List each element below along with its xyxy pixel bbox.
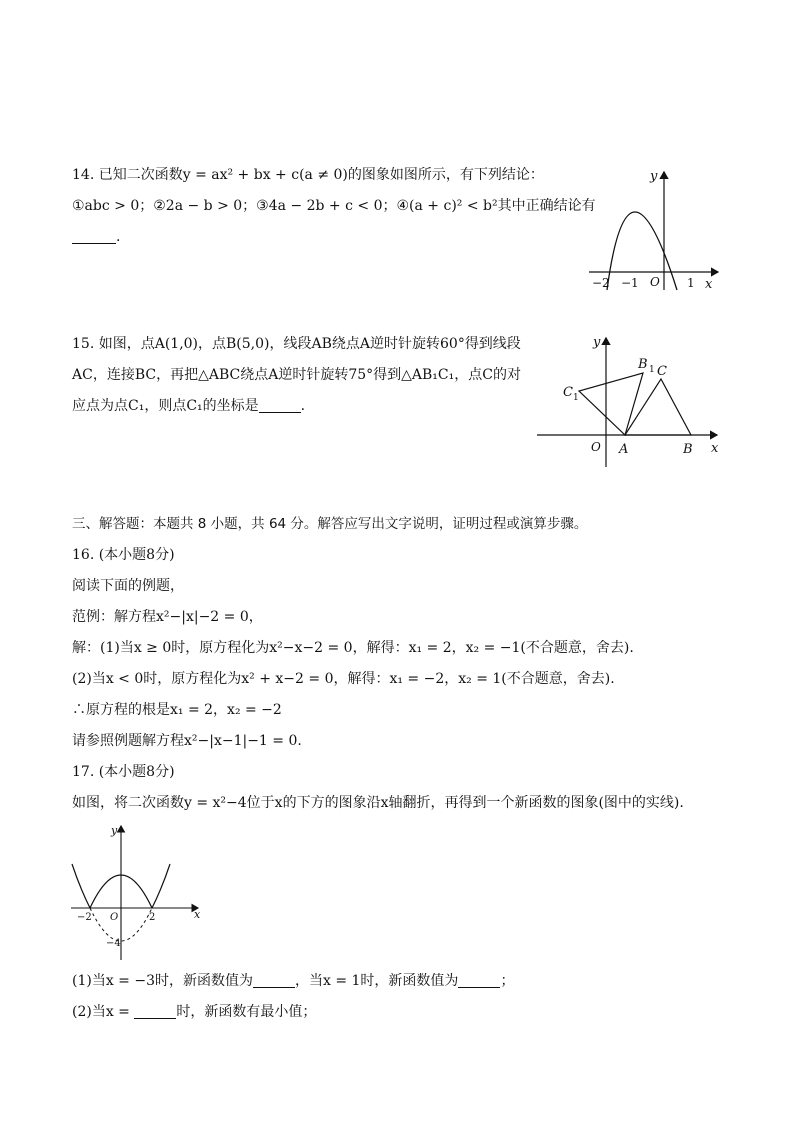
right-branch bbox=[152, 864, 170, 908]
q15-line3-end: . bbox=[300, 398, 306, 414]
origin-label: O bbox=[650, 275, 660, 289]
q16-line6: 请参照例题解方程x²−|x−1|−1 = 0. bbox=[72, 733, 302, 749]
q17-line1: 如图，将二次函数y = x²−4位于x的下方的图象沿x轴翻折，再得到一个新函数的图象(图中的实线). bbox=[72, 795, 684, 811]
q17-part2-a: (2)当x = bbox=[72, 1004, 135, 1020]
q16-title: 16. (本小题8分) bbox=[72, 547, 175, 563]
tick-neg2: −2 bbox=[77, 912, 92, 923]
point-B-label: B bbox=[683, 442, 693, 457]
q14-line3 bbox=[72, 228, 120, 246]
point-A-label: A bbox=[619, 442, 629, 457]
q17-part2 bbox=[72, 1003, 316, 1021]
q17-part1-a: (1)当x = −3时，新函数值为 bbox=[72, 973, 253, 989]
q15-line3 bbox=[72, 397, 305, 415]
q15-line2: AC，连接BC，再把△ABC绕点A逆时针旋转75°得到△AB₁C₁，点C的对 bbox=[72, 367, 521, 383]
q17-part1-end: ； bbox=[500, 973, 515, 989]
point-C1-label: C bbox=[563, 385, 573, 400]
origin-label: O bbox=[110, 912, 119, 923]
q14-line1: 14. 已知二次函数y = ax² + bx + c(a ≠ 0)的图象如图所示，有下列结论： bbox=[72, 167, 544, 183]
q16-line1: 阅读下面的例题， bbox=[72, 578, 184, 594]
q15-line1: 15. 如图，点A(1,0)，点B(5,0)，线段AB绕点A逆时针旋转60°得到线段 bbox=[72, 336, 521, 352]
answer-blank[interactable] bbox=[458, 973, 500, 988]
parabola-curve bbox=[607, 212, 677, 290]
answer-blank[interactable] bbox=[259, 398, 301, 413]
q15-rotation-figure bbox=[535, 332, 725, 467]
q14-line2: ①abc > 0；②2a − b > 0；③4a − 2b + c < 0；④(a + c)² < b²其中正确结论有 bbox=[72, 198, 596, 214]
q16-line3: 解：(1)当x ≥ 0时，原方程化为x²−x−2 = 0，解得：x₁ = 2，x₂ = −1(不合题意，舍去). bbox=[72, 640, 634, 656]
point-C-label: C bbox=[657, 364, 667, 379]
left-branch bbox=[72, 864, 90, 908]
q17-part1-b: ，当x = 1时，新函数值为 bbox=[295, 973, 459, 989]
q14-parabola-figure bbox=[584, 160, 734, 295]
q16-line4: (2)当x < 0时，原方程化为x² + x−2 = 0，解得：x₁ = −2，x₂ = 1(不合题意，舍去). bbox=[72, 671, 615, 687]
tick-2: 2 bbox=[149, 912, 156, 923]
tick-1: 1 bbox=[687, 276, 695, 290]
q16-line2: 范例：解方程x²−|x|−2 = 0， bbox=[72, 609, 263, 625]
q16-line5: ∴原方程的根是x₁ = 2，x₂ = −2 bbox=[72, 702, 282, 718]
x-axis-label: x bbox=[705, 277, 713, 292]
origin-label: O bbox=[591, 440, 601, 454]
y-axis-label: y bbox=[650, 169, 658, 184]
triangle-ABC bbox=[625, 379, 691, 435]
triangle-AB1C1 bbox=[579, 373, 643, 435]
answer-blank[interactable] bbox=[134, 1004, 176, 1019]
x-axis-label: x bbox=[194, 908, 201, 921]
q17-folded-parabola-figure bbox=[66, 822, 211, 962]
q15-line3-text: 应点为点C₁，则点C₁的坐标是 bbox=[72, 398, 259, 414]
point-B1-label: B bbox=[638, 357, 648, 372]
tick-neg4: −4 bbox=[106, 938, 121, 949]
tick-neg2: −2 bbox=[592, 276, 610, 290]
point-C1-subscript: 1 bbox=[573, 393, 579, 403]
answer-blank[interactable] bbox=[253, 973, 295, 988]
q14-line3-end: . bbox=[116, 229, 121, 245]
section-heading: 三、解答题：本题共 8 小题，共 64 分。解答应写出文字说明，证明过程或演算步骤。 bbox=[72, 516, 588, 532]
x-axis-label: x bbox=[711, 441, 719, 456]
y-axis-label: y bbox=[111, 824, 118, 837]
point-B1-subscript: 1 bbox=[649, 365, 655, 375]
q17-part1 bbox=[72, 972, 514, 990]
q17-title: 17. (本小题8分) bbox=[72, 764, 175, 780]
answer-blank[interactable] bbox=[72, 229, 116, 244]
tick-neg1: −1 bbox=[621, 276, 639, 290]
y-axis-label: y bbox=[593, 335, 601, 350]
q17-part2-b: 时，新函数有最小值； bbox=[176, 1004, 317, 1020]
